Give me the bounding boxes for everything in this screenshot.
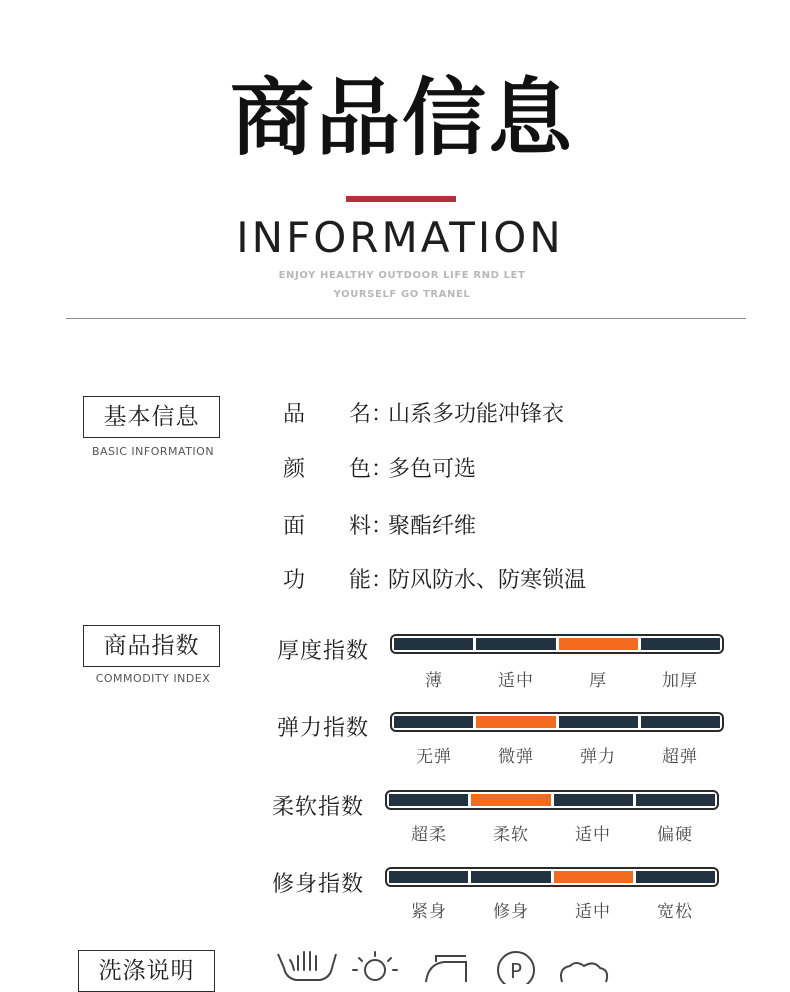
scale-tick: 厚 [589, 671, 607, 691]
scale-segment [559, 716, 638, 728]
index-label-thickness: 厚度指数 [277, 639, 370, 664]
scale-segment-active [471, 794, 550, 806]
scale-tick: 偏硬 [657, 825, 693, 845]
scale-tick: 弹力 [580, 747, 616, 767]
scale-segment [471, 871, 550, 883]
scale-tick: 适中 [575, 902, 611, 922]
scale-tick: 加厚 [662, 671, 698, 691]
info-label: 功 能： [283, 568, 394, 593]
tagline-line-2: YOURSELF GO TRANEL [333, 289, 471, 300]
index-label-elasticity: 弹力指数 [277, 716, 370, 741]
fit-scale-bar [385, 867, 719, 887]
info-value: 多色可选 [388, 457, 477, 482]
scale-segment [394, 638, 473, 650]
scale-tick: 薄 [425, 671, 443, 691]
cloud-icon [556, 958, 610, 984]
thickness-scale-ticks [393, 666, 721, 691]
scale-tick: 紧身 [411, 902, 447, 922]
elasticity-scale-bar [390, 712, 724, 732]
iron-icon [422, 952, 470, 984]
scale-segment [636, 794, 715, 806]
info-label: 颜 色： [283, 457, 394, 482]
scale-tick: 宽松 [657, 902, 693, 922]
info-row-fabric [283, 512, 476, 542]
scale-segment-active [476, 716, 555, 728]
info-label: 品 名： [283, 402, 394, 427]
wash-instructions-heading: 洗涤说明 [78, 950, 215, 992]
commodity-index-subtitle: COMMODITY INDEX [95, 672, 211, 685]
hand-wash-icon [276, 948, 338, 988]
scale-segment [389, 871, 468, 883]
info-row-color [283, 455, 476, 485]
page-subtitle: INFORMATION [236, 213, 564, 262]
elasticity-scale-ticks [393, 742, 721, 767]
page-title: 商品信息 [229, 69, 574, 167]
tagline-line-1: ENJOY HEALTHY OUTDOOR LIFE RND LET [278, 270, 526, 281]
scale-segment [554, 794, 633, 806]
scale-segment [389, 794, 468, 806]
scale-tick: 修身 [493, 902, 529, 922]
info-value: 防风防水、防寒锁温 [388, 568, 587, 593]
scale-segment [636, 871, 715, 883]
basic-info-heading: 基本信息 [83, 396, 220, 438]
index-label-softness: 柔软指数 [272, 795, 365, 820]
softness-scale-ticks [388, 820, 716, 845]
scale-segment [476, 638, 555, 650]
scale-tick: 适中 [575, 825, 611, 845]
scale-segment [641, 638, 720, 650]
scale-tick: 超弹 [662, 747, 698, 767]
svg-text:P: P [509, 959, 523, 983]
info-value: 聚酯纤维 [388, 514, 477, 539]
scale-tick: 微弹 [498, 747, 534, 767]
scale-segment [394, 716, 473, 728]
title-accent-bar [346, 196, 456, 202]
scale-tick: 柔软 [493, 825, 529, 845]
info-value: 山系多功能冲锋衣 [388, 402, 565, 427]
scale-segment [641, 716, 720, 728]
info-row-function [283, 566, 586, 596]
header-divider [66, 318, 746, 319]
basic-info-subtitle: BASIC INFORMATION [91, 445, 215, 458]
sun-dry-icon [350, 950, 400, 984]
scale-tick: 超柔 [411, 825, 447, 845]
scale-tick: 无弹 [416, 747, 452, 767]
dry-clean-p-icon [494, 950, 538, 984]
info-row-name [283, 400, 564, 430]
thickness-scale-bar [390, 634, 724, 654]
scale-tick: 适中 [498, 671, 534, 691]
softness-scale-bar [385, 790, 719, 810]
index-label-fit: 修身指数 [272, 872, 365, 897]
info-label: 面 料： [283, 514, 394, 539]
scale-segment-active [559, 638, 638, 650]
commodity-index-heading: 商品指数 [83, 625, 220, 667]
scale-segment-active [554, 871, 633, 883]
fit-scale-ticks [388, 897, 716, 922]
